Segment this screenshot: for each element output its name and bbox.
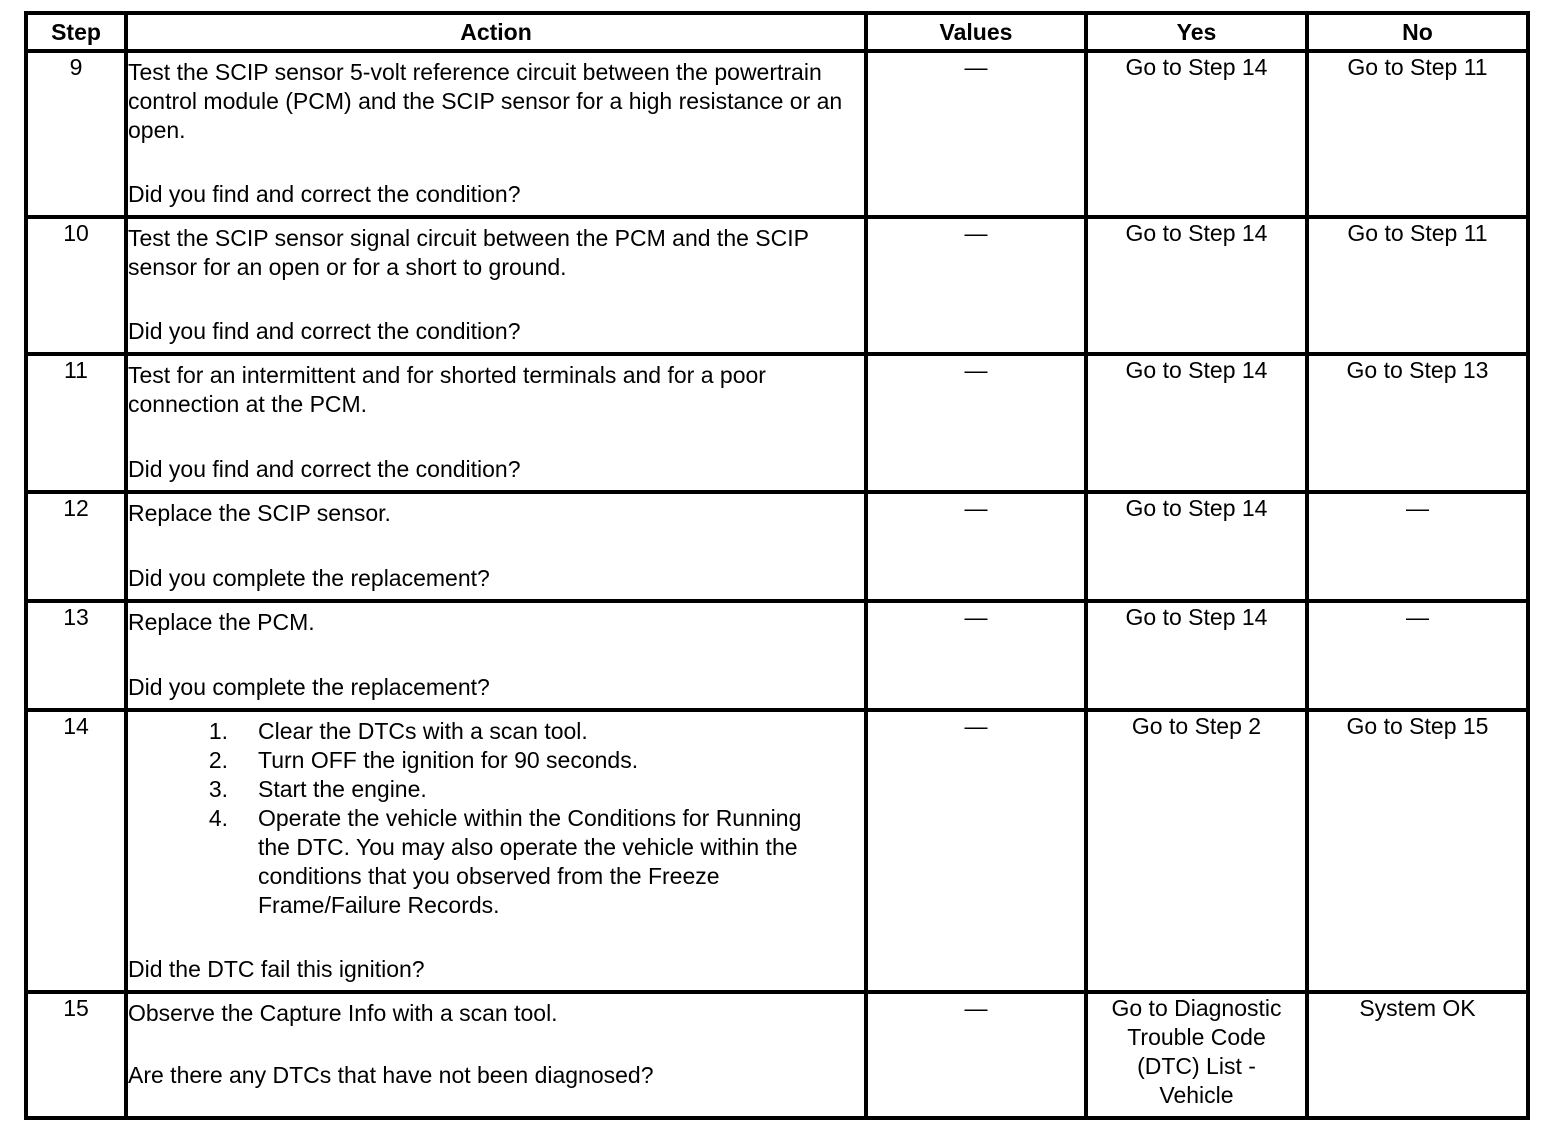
no-cell: — [1307,601,1528,710]
step-number: 12 [26,492,126,601]
header-values: Values [866,13,1086,51]
action-question: Did you find and correct the condition? [128,456,521,482]
action-cell [126,710,866,992]
substep-number: 4. [208,805,228,831]
table-row [26,992,1528,1118]
yes-cell: Go to Step 14 [1086,217,1307,354]
action-text: Replace the SCIP sensor. [128,500,391,526]
table-row [26,354,1528,492]
no-cell: Go to Step 11 [1307,51,1528,217]
table-row [26,51,1528,217]
substep-text: Turn OFF the ignition for 90 seconds. [258,747,639,773]
values-cell: — [866,492,1086,601]
table-row [26,710,1528,992]
step-number: 9 [26,51,126,217]
action-question: Did you find and correct the condition? [128,318,521,344]
substep-text: Clear the DTCs with a scan tool. [258,718,588,744]
substep-number: 3. [208,776,228,802]
step-number: 13 [26,601,126,710]
action-question: Did you find and correct the condition? [128,181,521,207]
values-cell: — [866,354,1086,492]
step-number: 14 [26,710,126,992]
step-number: 10 [26,217,126,354]
action-text: Test for an intermittent and for shorted terminals and for a poor connection at the PCM. [128,362,766,417]
yes-cell: Go to Step 14 [1086,51,1307,217]
yes-cell: Go to Diagnostic Trouble Code (DTC) List - Vehicle [1086,992,1307,1118]
list-item [128,775,864,804]
action-cell [126,601,866,710]
table-row [26,217,1528,354]
action-question: Are there any DTCs that have not been diagnosed? [128,1062,654,1088]
step-number: 11 [26,354,126,492]
action-cell [126,217,866,354]
action-cell [126,354,866,492]
header-yes: Yes [1086,13,1307,51]
values-cell: — [866,217,1086,354]
values-cell: — [866,601,1086,710]
action-question: Did you complete the replacement? [128,565,490,591]
substep-number: 2. [208,747,228,773]
no-cell: Go to Step 15 [1307,710,1528,992]
substep-number: 1. [208,718,228,744]
list-item [128,804,864,920]
values-cell: — [866,992,1086,1118]
substep-text: Start the engine. [258,776,427,802]
action-question: Did the DTC fail this ignition? [128,956,425,982]
no-cell: Go to Step 11 [1307,217,1528,354]
step-number: 15 [26,992,126,1118]
values-cell: — [866,51,1086,217]
list-item [128,746,864,775]
action-cell [126,51,866,217]
substep-text: Operate the vehicle within the Conditions for Running the DTC. You may also operate the vehicle within the conditions that you observed from the Freeze Frame/Failure Records. [258,805,802,918]
substep-list [128,712,864,920]
action-question: Did you complete the replacement? [128,674,490,700]
yes-cell: Go to Step 2 [1086,710,1307,992]
no-cell: Go to Step 13 [1307,354,1528,492]
action-cell [126,492,866,601]
action-text: Test the SCIP sensor 5-volt reference circuit between the powertrain control module (PCM) and the SCIP sensor for a high resistance or an open. [128,59,843,143]
table-row [26,492,1528,601]
header-row [26,13,1528,51]
action-cell [126,992,866,1118]
yes-cell: Go to Step 14 [1086,601,1307,710]
diagnostic-table [24,11,1530,1120]
table-row [26,601,1528,710]
list-item [128,717,864,746]
header-action: Action [126,13,866,51]
yes-cell: Go to Step 14 [1086,492,1307,601]
header-step: Step [26,13,126,51]
action-text: Observe the Capture Info with a scan tool. [128,1000,558,1026]
action-text: Test the SCIP sensor signal circuit between the PCM and the SCIP sensor for an open or for a short to ground. [128,225,809,280]
header-no: No [1307,13,1528,51]
no-cell: System OK [1307,992,1528,1118]
values-cell: — [866,710,1086,992]
yes-cell: Go to Step 14 [1086,354,1307,492]
no-cell: — [1307,492,1528,601]
action-text: Replace the PCM. [128,609,315,635]
